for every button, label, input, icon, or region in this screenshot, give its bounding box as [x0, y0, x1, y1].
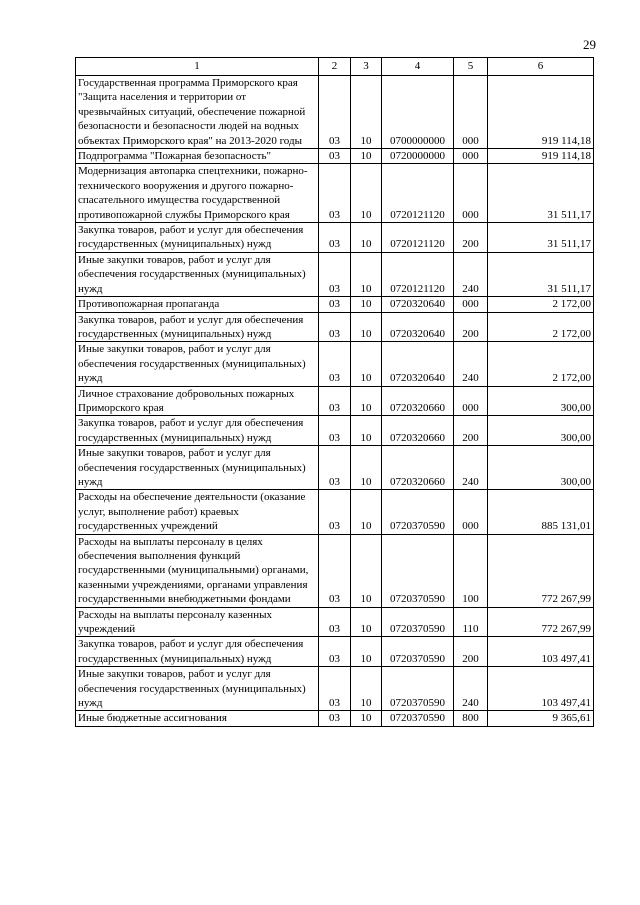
column-header: 4 [382, 58, 454, 76]
table-row [76, 534, 594, 607]
amount: 772 267,99 [488, 607, 594, 637]
amount: 300,00 [488, 386, 594, 416]
expense-type-code: 240 [454, 446, 488, 490]
amount: 300,00 [488, 446, 594, 490]
target-article-code: 0720320660 [382, 386, 454, 416]
amount: 2 172,00 [488, 312, 594, 342]
target-article-code: 0720320640 [382, 297, 454, 312]
expense-type-code: 200 [454, 416, 488, 446]
subsection-code: 10 [351, 223, 382, 253]
table-row [76, 711, 594, 726]
table-row [76, 149, 594, 164]
budget-table [75, 57, 594, 727]
amount: 300,00 [488, 416, 594, 446]
section-code: 03 [319, 76, 351, 149]
expense-type-code: 000 [454, 490, 488, 534]
expense-type-code: 200 [454, 223, 488, 253]
section-code: 03 [319, 534, 351, 607]
expense-type-code: 000 [454, 149, 488, 164]
header-row [76, 58, 594, 76]
target-article-code: 0720121120 [382, 164, 454, 223]
item-name: Закупка товаров, работ и услуг для обеспечения государственных (муниципальных) нужд [76, 312, 319, 342]
expense-type-code: 000 [454, 76, 488, 149]
subsection-code: 10 [351, 667, 382, 711]
expense-type-code: 200 [454, 637, 488, 667]
item-name: Иные бюджетные ассигнования [76, 711, 319, 726]
amount: 103 497,41 [488, 667, 594, 711]
table-row [76, 637, 594, 667]
expense-type-code: 100 [454, 534, 488, 607]
amount: 31 511,17 [488, 252, 594, 296]
item-name: Иные закупки товаров, работ и услуг для обеспечения государственных (муниципальных) нужд [76, 342, 319, 386]
item-name: Государственная программа Приморского края "Защита населения и территории от чрезвычайных ситуаций, обеспечение пожарной безопасности и безопасности людей на водных объектах Приморского края" на 2013-2020 годы [76, 76, 319, 149]
amount: 2 172,00 [488, 342, 594, 386]
section-code: 03 [319, 711, 351, 726]
item-name: Расходы на выплаты персоналу казенных учреждений [76, 607, 319, 637]
amount: 885 131,01 [488, 490, 594, 534]
section-code: 03 [319, 297, 351, 312]
subsection-code: 10 [351, 711, 382, 726]
expense-type-code: 000 [454, 297, 488, 312]
expense-type-code: 000 [454, 164, 488, 223]
item-name: Иные закупки товаров, работ и услуг для обеспечения государственных (муниципальных) нужд [76, 667, 319, 711]
section-code: 03 [319, 164, 351, 223]
section-code: 03 [319, 416, 351, 446]
table-row [76, 446, 594, 490]
section-code: 03 [319, 637, 351, 667]
section-code: 03 [319, 342, 351, 386]
table-row [76, 164, 594, 223]
item-name: Закупка товаров, работ и услуг для обеспечения государственных (муниципальных) нужд [76, 223, 319, 253]
section-code: 03 [319, 446, 351, 490]
target-article-code: 0720370590 [382, 667, 454, 711]
target-article-code: 0720320660 [382, 446, 454, 490]
target-article-code: 0720370590 [382, 534, 454, 607]
target-article-code: 0720000000 [382, 149, 454, 164]
table-row [76, 76, 594, 149]
expense-type-code: 240 [454, 342, 488, 386]
expense-type-code: 800 [454, 711, 488, 726]
amount: 919 114,18 [488, 149, 594, 164]
subsection-code: 10 [351, 149, 382, 164]
subsection-code: 10 [351, 490, 382, 534]
table-row [76, 223, 594, 253]
table-row [76, 607, 594, 637]
item-name: Закупка товаров, работ и услуг для обеспечения государственных (муниципальных) нужд [76, 416, 319, 446]
target-article-code: 0720121120 [382, 252, 454, 296]
item-name: Иные закупки товаров, работ и услуг для обеспечения государственных (муниципальных) нужд [76, 252, 319, 296]
item-name: Модернизация автопарка спецтехники, пожарно-технического вооружения и другого пожарно-спасательного имущества государственной противопожарной службы Приморского края [76, 164, 319, 223]
expense-type-code: 240 [454, 252, 488, 296]
item-name: Иные закупки товаров, работ и услуг для обеспечения государственных (муниципальных) нужд [76, 446, 319, 490]
amount: 2 172,00 [488, 297, 594, 312]
subsection-code: 10 [351, 607, 382, 637]
table-row [76, 252, 594, 296]
section-code: 03 [319, 386, 351, 416]
expense-type-code: 240 [454, 667, 488, 711]
subsection-code: 10 [351, 534, 382, 607]
item-name: Закупка товаров, работ и услуг для обеспечения государственных (муниципальных) нужд [76, 637, 319, 667]
subsection-code: 10 [351, 386, 382, 416]
subsection-code: 10 [351, 252, 382, 296]
column-header: 1 [76, 58, 319, 76]
column-header: 3 [351, 58, 382, 76]
target-article-code: 0700000000 [382, 76, 454, 149]
item-name: Подпрограмма "Пожарная безопасность" [76, 149, 319, 164]
item-name: Расходы на выплаты персоналу в целях обеспечения выполнения функций государственными (муниципальными) органами, казенными учреждениями, органами управления государственными внебюджетными фондами [76, 534, 319, 607]
subsection-code: 10 [351, 76, 382, 149]
section-code: 03 [319, 312, 351, 342]
table-row [76, 312, 594, 342]
target-article-code: 0720370590 [382, 711, 454, 726]
amount: 31 511,17 [488, 223, 594, 253]
target-article-code: 0720370590 [382, 637, 454, 667]
amount: 772 267,99 [488, 534, 594, 607]
item-name: Личное страхование добровольных пожарных Приморского края [76, 386, 319, 416]
expense-type-code: 200 [454, 312, 488, 342]
table-row [76, 386, 594, 416]
subsection-code: 10 [351, 342, 382, 386]
section-code: 03 [319, 223, 351, 253]
subsection-code: 10 [351, 637, 382, 667]
target-article-code: 0720370590 [382, 607, 454, 637]
table-row [76, 416, 594, 446]
subsection-code: 10 [351, 416, 382, 446]
expense-type-code: 000 [454, 386, 488, 416]
section-code: 03 [319, 252, 351, 296]
column-header: 6 [488, 58, 594, 76]
section-code: 03 [319, 149, 351, 164]
page-number: 29 [583, 37, 596, 52]
column-header: 5 [454, 58, 488, 76]
section-code: 03 [319, 607, 351, 637]
table-row [76, 667, 594, 711]
subsection-code: 10 [351, 297, 382, 312]
section-code: 03 [319, 667, 351, 711]
section-code: 03 [319, 490, 351, 534]
target-article-code: 0720320660 [382, 416, 454, 446]
table-row [76, 342, 594, 386]
table-row [76, 490, 594, 534]
amount: 103 497,41 [488, 637, 594, 667]
target-article-code: 0720121120 [382, 223, 454, 253]
item-name: Противопожарная пропаганда [76, 297, 319, 312]
amount: 919 114,18 [488, 76, 594, 149]
column-header: 2 [319, 58, 351, 76]
target-article-code: 0720370590 [382, 490, 454, 534]
subsection-code: 10 [351, 312, 382, 342]
subsection-code: 10 [351, 164, 382, 223]
target-article-code: 0720320640 [382, 312, 454, 342]
target-article-code: 0720320640 [382, 342, 454, 386]
table-row [76, 297, 594, 312]
amount: 31 511,17 [488, 164, 594, 223]
subsection-code: 10 [351, 446, 382, 490]
item-name: Расходы на обеспечение деятельности (оказание услуг, выполнение работ) краевых государственных учреждений [76, 490, 319, 534]
amount: 9 365,61 [488, 711, 594, 726]
expense-type-code: 110 [454, 607, 488, 637]
